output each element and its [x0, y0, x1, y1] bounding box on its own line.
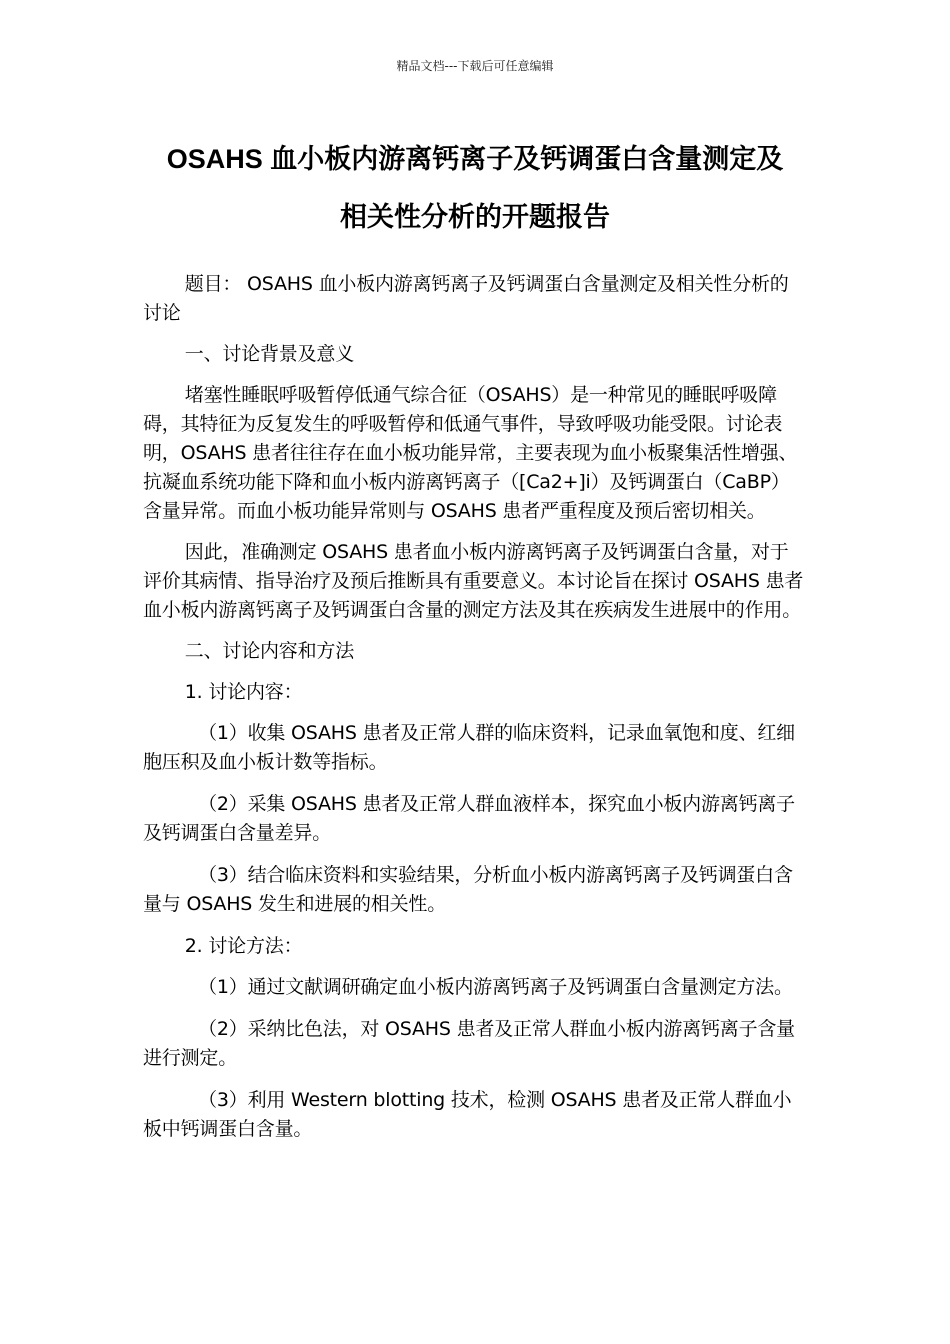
title-line-1: OSAHS 血小板内游离钙离子及钙调蛋白含量测定及: [166, 144, 784, 174]
section-heading-methods: 二、讨论内容和方法: [184, 640, 354, 662]
content-item-1: （1）收集 OSAHS 患者及正常人群的临床资料，记录血氧饱和度、红细胞压积及血小板计数等指标。: [143, 722, 795, 773]
document-body: [143, 270, 807, 1157]
content-item-3: （3）结合临床资料和实验结果，分析血小板内游离钙离子及钙调蛋白含量与 OSAHS 发生和进展的相关性。: [143, 864, 793, 915]
background-paragraph: 堵塞性睡眠呼吸暂停低通气综合征（OSAHS）是一种常见的睡眠呼吸障碍，其特征为反复发生的呼吸暂停和低通气事件，导致呼吸功能受限。讨论表明，OSAHS 患者往往存在血小板功能异常，主要表现为血小板聚集活性增强、抗凝血系统功能下降和血小板内游离钙离子（[Ca2+]i）及钙调蛋白（CaBP）含量异常。而血小板功能异常则与 OSAHS 患者严重程度及预后密切相关。: [143, 384, 798, 522]
method-item-2: （2）采纳比色法，对 OSAHS 患者及正常人群血小板内游离钙离子含量进行测定。: [143, 1018, 795, 1069]
topic-paragraph: 题目： OSAHS 血小板内游离钙离子及钙调蛋白含量测定及相关性分析的讨论: [143, 273, 789, 324]
section-heading-background: 一、讨论背景及意义: [184, 343, 354, 365]
document-title: [120, 130, 830, 246]
content-item-2: （2）采集 OSAHS 患者及正常人群血液样本，探究血小板内游离钙离子及钙调蛋白含量差异。: [143, 793, 795, 844]
subheading-content: 1. 讨论内容：: [184, 681, 303, 703]
method-item-1: （1）通过文献调研确定血小板内游离钙离子及钙调蛋白含量测定方法。: [198, 976, 793, 998]
significance-paragraph: 因此，准确测定 OSAHS 患者血小板内游离钙离子及钙调蛋白含量，对于评价其病情、指导治疗及预后推断具有重要意义。本讨论旨在探讨 OSAHS 患者血小板内游离钙离子及钙调蛋白含量的测定方法及其在疾病发生进展中的作用。: [143, 541, 804, 621]
subheading-methods: 2. 讨论方法：: [184, 935, 303, 957]
page-header: 精品文档---下载后可任意编辑: [396, 59, 554, 73]
title-line-2: 相关性分析的开题报告: [340, 202, 610, 232]
method-item-3: （3）利用 Western blotting 技术，检测 OSAHS 患者及正常人群血小板中钙调蛋白含量。: [143, 1089, 792, 1140]
